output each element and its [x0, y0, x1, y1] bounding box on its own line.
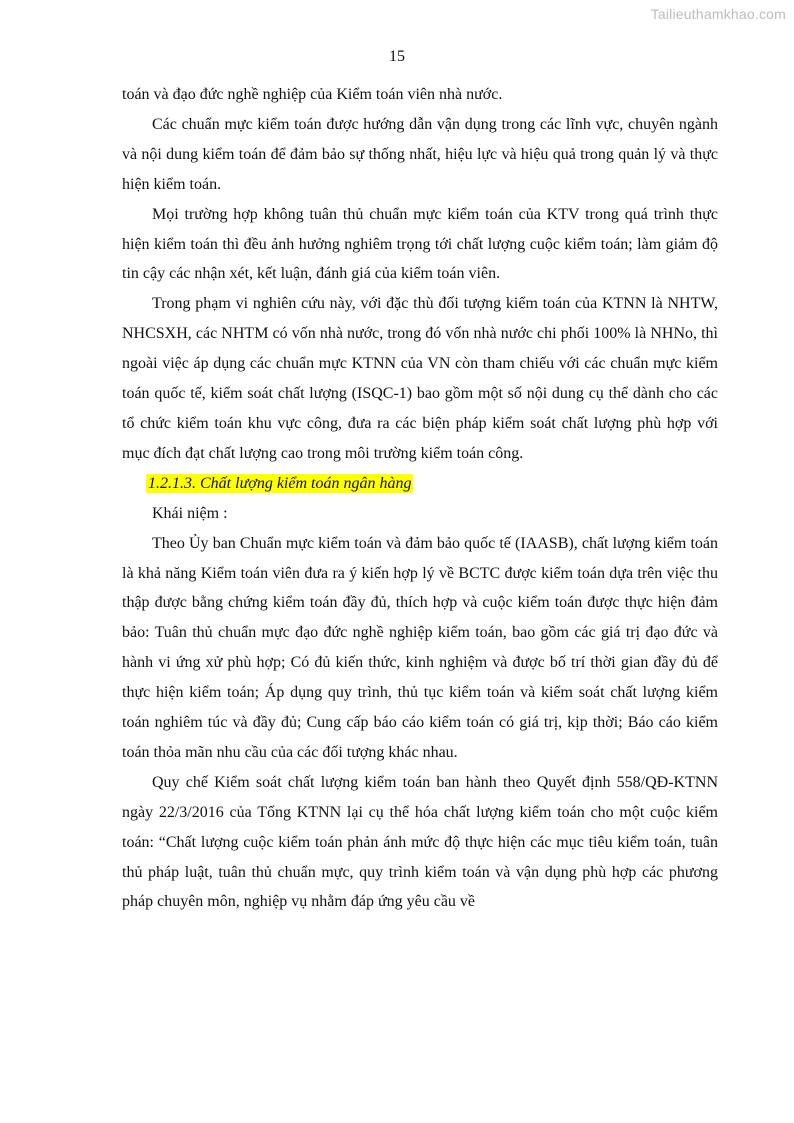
- document-body: [122, 80, 718, 917]
- paragraph-continuation: toán và đạo đức nghề nghiệp của Kiểm toán viên nhà nước.: [122, 86, 503, 103]
- page-number: 15: [389, 48, 405, 65]
- paragraph: Các chuẩn mực kiểm toán được hướng dẫn vận dụng trong các lĩnh vực, chuyên ngành và nội dung kiểm toán để đảm bảo sự thống nhất, hiệu lực và hiệu quả trong quản lý và thực hiện kiểm toán.: [122, 115, 718, 193]
- paragraph: Mọi trường hợp không tuân thủ chuẩn mực kiểm toán của KTV trong quá trình thực hiện kiểm toán thì đều ảnh hưởng nghiêm trọng tới chất lượng cuộc kiểm toán; làm giảm độ tin cậy các nhận xét, kết luận, đánh giá của kiểm toán viên.: [122, 205, 718, 283]
- watermark: Tailieuthamkhao.com: [650, 6, 786, 22]
- section-heading: [122, 469, 718, 499]
- paragraph: Theo Ủy ban Chuẩn mực kiểm toán và đảm bảo quốc tế (IAASB), chất lượng kiểm toán là khả năng Kiểm toán viên đưa ra ý kiến hợp lý về BCTC được kiểm toán dựa trên việc thu thập được bằng chứng kiểm toán đầy đủ, thích hợp và cuộc kiểm toán được thực hiện đảm bảo: Tuân thủ chuẩn mực đạo đức nghề nghiệp kiểm toán, bao gồm các giá trị đạo đức và hành vi ứng xử phù hợp; Có đủ kiến thức, kinh nghiệm và được bố trí thời gian đầy đủ để thực hiện kiểm toán; Áp dụng quy trình, thủ tục kiểm toán và kiểm soát chất lượng kiểm toán nghiêm túc và đầy đủ; Cung cấp báo cáo kiểm toán có giá trị, kịp thời; Báo cáo kiểm toán thỏa mãn nhu cầu của các đối tượng khác nhau.: [122, 534, 718, 761]
- paragraph: Quy chế Kiểm soát chất lượng kiểm toán ban hành theo Quyết định 558/QĐ-KTNN ngày 22/3/2016 của Tổng KTNN lại cụ thể hóa chất lượng kiểm toán cho một cuộc kiểm toán: “Chất lượng cuộc kiểm toán phản ánh mức độ thực hiện các mục tiêu kiểm toán, tuân thủ pháp luật, tuân thủ chuẩn mực, quy trình kiểm toán và vận dụng phù hợp các phương pháp chuyên môn, nghiệp vụ nhằm đáp ứng yêu cầu về: [122, 773, 718, 911]
- subheading: Khái niệm :: [152, 504, 228, 522]
- paragraph: Trong phạm vi nghiên cứu này, với đặc thù đối tượng kiểm toán của KTNN là NHTW, NHCSXH, các NHTM có vốn nhà nước, trong đó vốn nhà nước chi phối 100% là NHNo, thì ngoài việc áp dụng các chuẩn mực KTNN của VN còn tham chiếu với các chuẩn mực kiểm toán quốc tế, kiểm soát chất lượng (ISQC-1) bao gồm một số nội dung cụ thể dành cho các tổ chức kiểm toán khu vực công, đưa ra các biện pháp kiểm soát chất lượng phù hợp với mục đích đạt chất lượng cao trong môi trường kiểm toán công.: [122, 295, 718, 462]
- section-heading-text: 1.2.1.3. Chất lượng kiểm toán ngân hàng: [148, 474, 412, 492]
